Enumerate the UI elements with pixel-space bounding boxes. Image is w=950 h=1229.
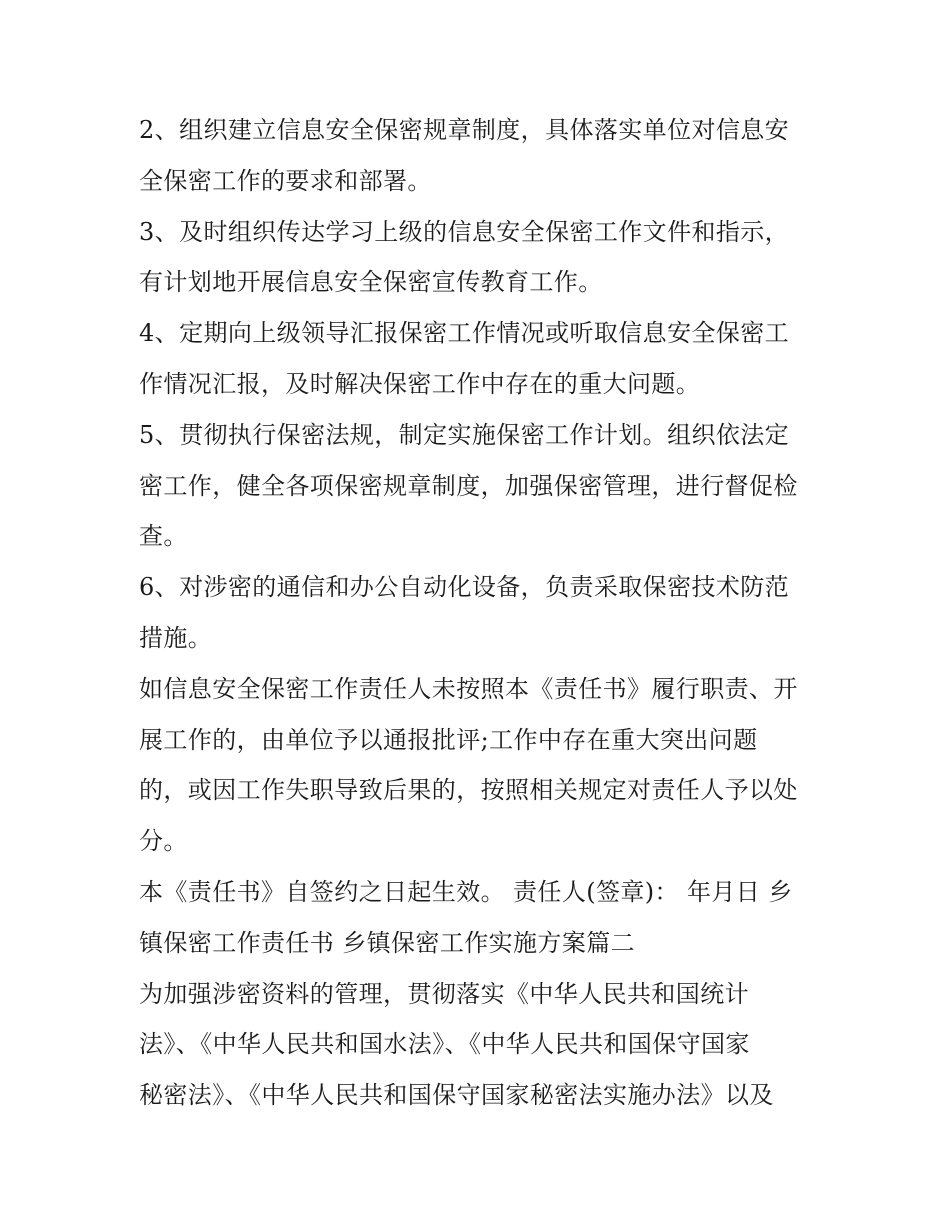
document-body [139, 105, 819, 1121]
text-line: 密工作，健全各项保密规章制度，加强保密管理，进行督促检 [139, 471, 798, 500]
text-line: 展工作的，由单位予以通报批评;工作中存在重大突出问题 [139, 725, 758, 754]
text-line: 如信息安全保密工作责任人未按照本《责任书》履行职责、开 [139, 674, 798, 703]
text-line: 有计划地开展信息安全保密宣传教育工作。 [139, 268, 603, 297]
text-line: 3、及时组织传达学习上级的信息安全保密工作文件和指示， [139, 217, 790, 246]
text-line: 全保密工作的要求和部署。 [139, 166, 432, 195]
text-line: 5、贯彻执行保密法规，制定实施保密工作计划。组织依法定 [139, 420, 790, 449]
text-line: 本《责任书》自签约之日起生效。 责任人(签章)： 年月日 乡 [139, 877, 793, 906]
text-line: 6、对涉密的通信和办公自动化设备，负责采取保密技术防范 [139, 573, 790, 602]
text-line: 措施。 [139, 623, 213, 652]
text-line: 镇保密工作责任书 乡镇保密工作实施方案篇二 [139, 928, 636, 957]
text-line: 4、定期向上级领导汇报保密工作情况或听取信息安全保密工 [139, 319, 790, 348]
text-line: 法》、《中华人民共和国水法》、《中华人民共和国保守国家 [139, 1030, 750, 1059]
text-line: 作情况汇报，及时解决保密工作中存在的重大问题。 [139, 369, 701, 398]
text-line: 查。 [139, 522, 188, 551]
text-line: 秘密法》、《中华人民共和国保守国家秘密法实施办法》以及 [139, 1081, 774, 1110]
text-line: 为加强涉密资料的管理，贯彻落实《中华人民共和国统计 [139, 979, 749, 1008]
text-line: 的，或因工作失职导致后果的，按照相关规定对责任人予以处 [139, 776, 798, 805]
text-line: 2、组织建立信息安全保密规章制度，具体落实单位对信息安 [139, 116, 790, 144]
text-line: 分。 [139, 827, 188, 856]
